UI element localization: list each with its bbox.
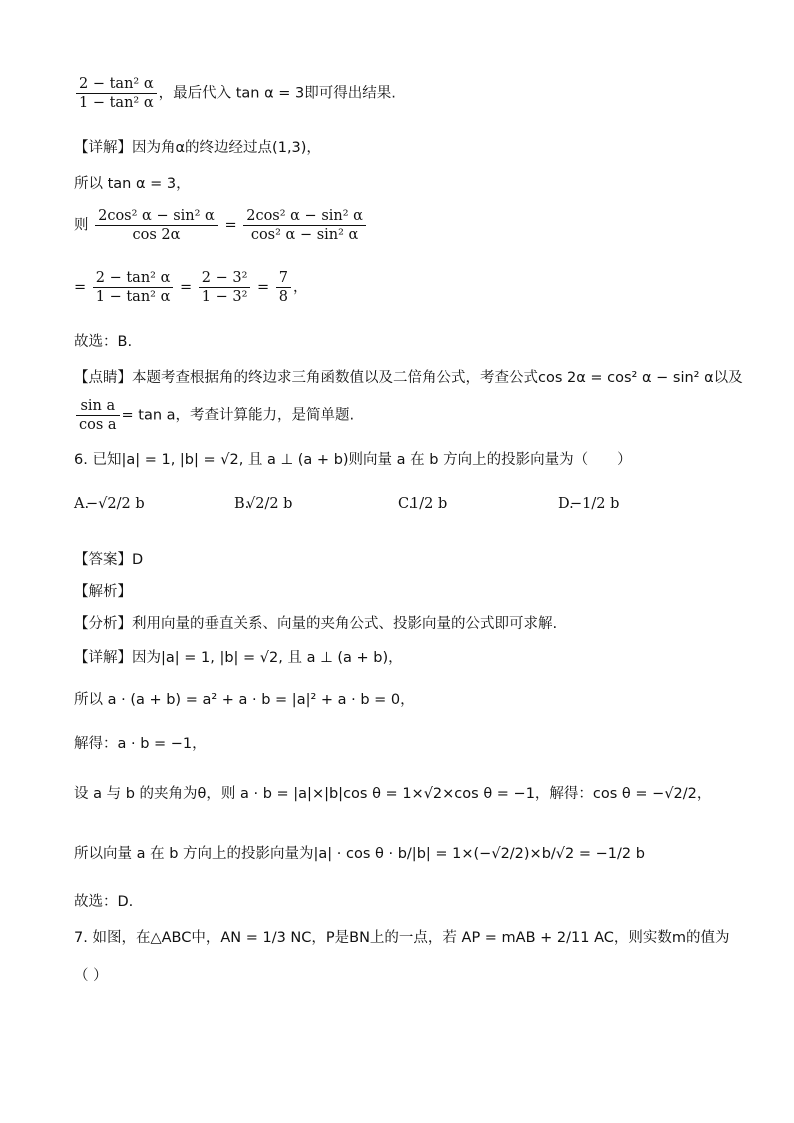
line-1-text: ，最后代入 tan α = 3即可得出结果. [158,85,396,102]
option-d-value: −1/2 b [570,496,620,512]
question-6: 6. 已知|a| = 1, |b| = √2, 且 a ⊥ (a + b)则向量 a 在 b 方向上的投影向量为（ ） [74,452,632,468]
options-row [74,496,714,530]
option-d-label: D. [558,496,574,512]
fraction-3 [276,270,291,305]
analysis-heading: 【解析】 [74,584,132,600]
step-1: 所以 a · (a + b) = a² + a · b = |a|² + a · b = 0， [74,692,415,708]
step-2: 解得：a · b = −1， [74,736,207,752]
option-c-label: C. [398,496,414,512]
line-5: = $\frac{\text{2 − tan² α}}{\text{1 − tan² α}}$ = $\frac{\text{2 − 3²}}{\text{1 − 3²}}$ = $\frac{7}{8}$ ， [74,270,308,305]
detail-heading: 【详解】因为角α的终边经过点(1,3)， [74,140,321,156]
fraction-numerator: 2cos² α − sin² α [95,208,218,226]
choose-b: 故选：B. [74,334,133,350]
option-a-value: −√2/2 b [86,496,145,512]
line-8-text: = tan a，考查计算能力，是简单题. [121,407,355,424]
analysis: 【分析】利用向量的垂直关系、向量的夹角公式、投影向量的公式即可求解. [74,616,558,632]
fraction-numerator: 2 − tan² α [93,270,174,288]
option-b-value: √2/2 b [246,496,293,512]
line-4-prefix: 则 [74,217,89,234]
answer: 【答案】D [74,552,144,568]
detail-2: 【详解】因为|a| = 1, |b| = √2, 且 a ⊥ (a + b)， [74,650,403,666]
question-7: 7. 如图，在△ABC中，AN = 1/3 NC，P是BN上的一点，若 AP = mAB + 2/11 AC，则实数m的值为 [74,930,730,946]
fraction-numerator: 2 − 3² [199,270,251,288]
remark: 【点睛】本题考查根据角的终边求三角函数值以及二倍角公式，考查公式cos 2α = cos² α − sin² α以及 [74,370,743,386]
line-4: 则 $\frac{\text{2cos² α − sin² α}}{\cos 2\alpha}$ = $\frac{\text{2cos² α − sin² α}}{\text{cos² α − sin² α}}$ [74,208,368,243]
option-b-label: B. [234,496,250,512]
fraction-denominator: 1 − tan² α [95,289,171,305]
fraction-numerator: 7 [276,270,291,288]
fraction-numerator: 2cos² α − sin² α [243,208,366,226]
fraction-1 [95,208,218,243]
fraction-2 [243,208,366,243]
line-3: 所以 tan α = 3， [74,176,191,192]
fraction-denominator: cos 2α [132,227,181,243]
line-1 [74,76,396,111]
fraction-1 [93,270,174,305]
option-a-label: A. [74,496,90,512]
fraction-numerator: sin a [76,398,120,416]
fraction-numerator: 2 − tan² α [76,76,157,94]
question-7-choice: （ ） [74,968,108,984]
fraction-sin-cos [76,398,120,433]
step-4: 所以向量 a 在 b 方向上的投影向量为|a| · cos θ · b/|b| = 1×(−√2/2)×b/√2 = −1/2 b [74,846,645,862]
fraction-tan [76,76,157,111]
fraction-denominator: 1 − 3² [201,289,248,305]
fraction-denominator: 1 − tan² α [79,95,154,111]
choose-d: 故选：D. [74,894,134,910]
fraction-2 [199,270,251,305]
line-8 [74,398,354,433]
fraction-denominator: 8 [278,289,289,305]
option-c-value: 1/2 b [410,496,448,512]
fraction-denominator: cos² α − sin² α [250,227,359,243]
step-3: 设 a 与 b 的夹角为θ，则 a · b = |a|×|b|cos θ = 1×√2×cos θ = −1，解得：cos θ = −√2/2， [74,786,712,802]
fraction-denominator: cos a [79,417,117,433]
